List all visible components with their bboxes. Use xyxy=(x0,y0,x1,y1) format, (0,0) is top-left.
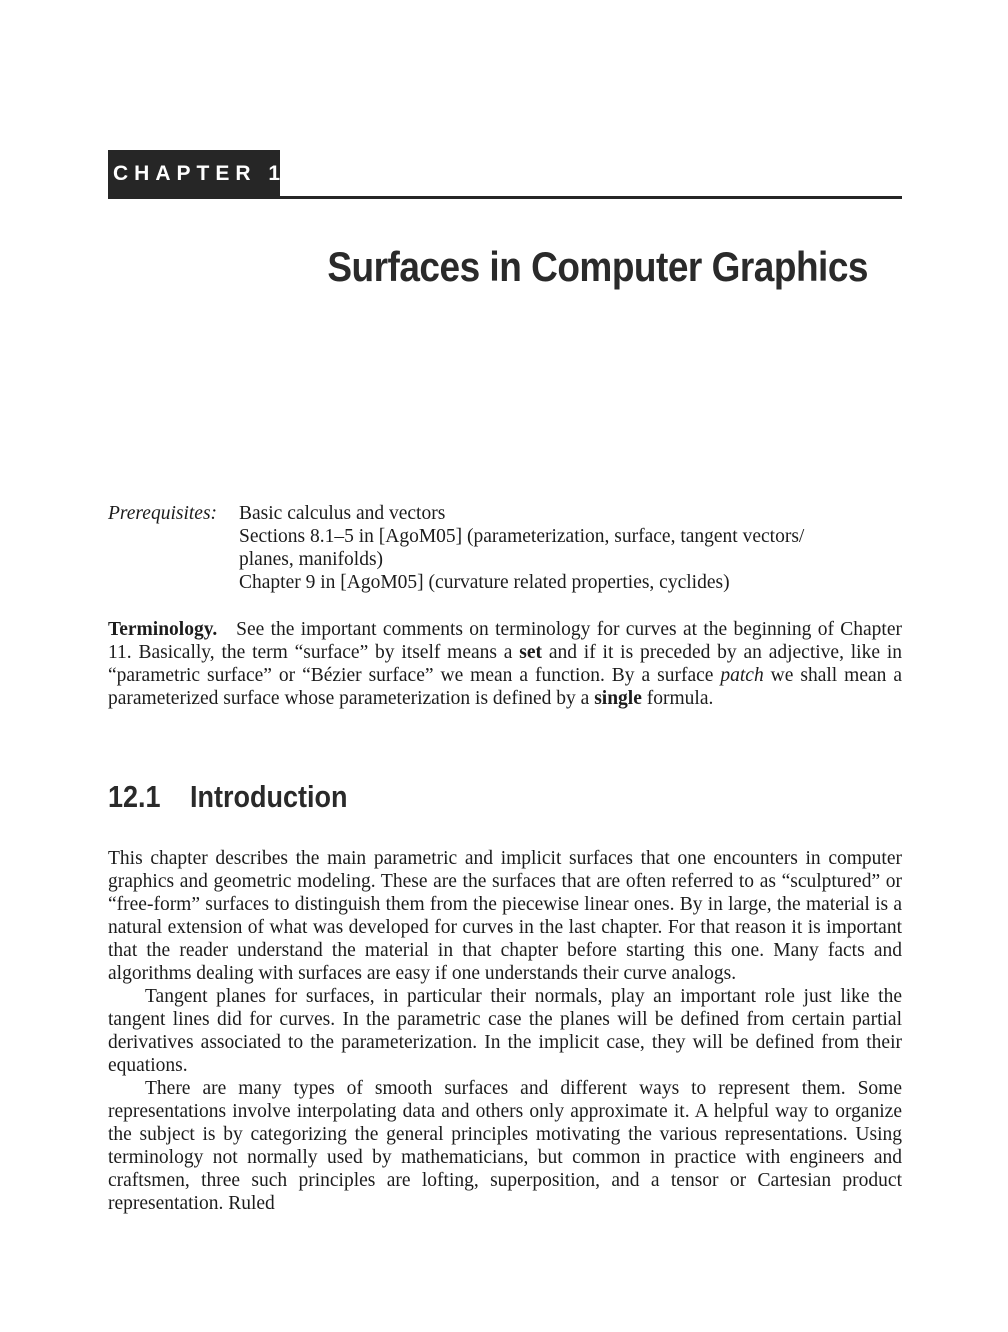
body-paragraph: This chapter describes the main parametric and implicit surfaces that one encounters in computer graphics and geometric modeling. These are the surfaces that are often referred to as “sculptured” or “free-form” surfaces to distinguish them from the piecewise linear ones. By in large, the material is a natural extension of what was developed for curves in the last chapter. For that reason it is important that the reader understand the material in that chapter before starting this one. Many facts and algorithms dealing with surfaces are easy if one understands their curve analogs. xyxy=(108,848,902,984)
chapter-label: CHAPTER 12 xyxy=(108,150,280,198)
terminology-bold: set xyxy=(519,642,543,663)
chapter-rule xyxy=(108,196,902,199)
prerequisite-line: Chapter 9 in [AgoM05] (curvature related properties, cyclides) xyxy=(239,572,730,593)
prerequisite-line: Basic calculus and vectors xyxy=(239,503,446,524)
terminology-text: See the important comments on terminology for curves at the beginning of Chapter 11. Basically, the term “surface” by itself means a xyxy=(108,619,902,663)
chapter-header xyxy=(108,150,902,200)
terminology-text: we shall mean a parameterized surface whose parameterization is defined by a xyxy=(108,665,903,709)
prerequisites-label: Prerequisites: xyxy=(108,503,218,524)
section-title: Introduction xyxy=(190,780,348,814)
body-paragraph: There are many types of smooth surfaces and different ways to represent them. Some representations involve interpolating data and others only approximate it. A helpful way to organize the subject is by categorizing the general principles motivating the various representations. Using terminology not normally used by mathematicians, but common in practice with engineers and craftsmen, three such principles are lofting, superposition, and a tensor or Cartesian product representation. Ruled xyxy=(108,1078,902,1214)
section-number: 12.1 xyxy=(108,780,161,814)
chapter-title: Surfaces in Computer Graphics xyxy=(327,244,868,290)
section-body xyxy=(108,847,902,1215)
prerequisite-line: Sections 8.1–5 in [AgoM05] (parameterization, surface, tangent vectors/ xyxy=(239,526,805,547)
terminology-italic: patch xyxy=(720,665,764,686)
prerequisites-list xyxy=(239,502,904,594)
terminology-paragraph xyxy=(108,618,902,710)
terminology-text: and if it is preceded by an adjective, like in “parametric surface” or “Bézier surface” we mean a function. By a surface xyxy=(108,642,902,686)
terminology-bold: single xyxy=(594,688,642,709)
section-heading xyxy=(108,780,347,815)
prerequisite-line: planes, manifolds) xyxy=(239,549,384,570)
terminology-lead: Terminology. xyxy=(108,619,218,640)
terminology-text: formula. xyxy=(641,688,714,709)
body-paragraph: Tangent planes for surfaces, in particular their normals, play an important role just like the tangent lines did for curves. In the parametric case the planes will be defined from certain partial derivatives associated to the parameterization. In the implicit case, they will be defined from their equations. xyxy=(108,986,902,1076)
